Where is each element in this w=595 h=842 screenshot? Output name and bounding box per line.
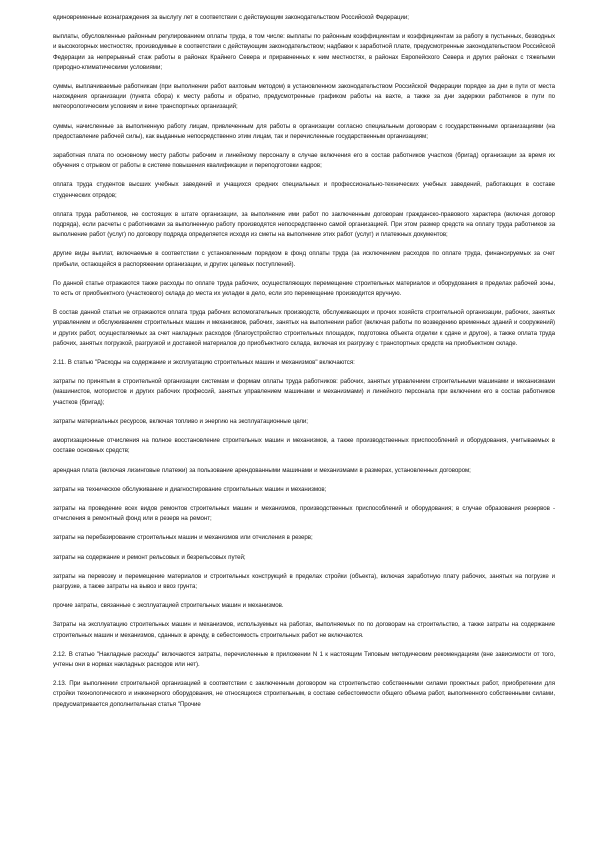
paragraph-8: другие виды выплат, включаемые в соответствии с установленным порядком в фонд оплаты труда (за исключением расходов по оплате труда, финансируемых за счет прибыли, остающейся в распоряжении организации, и других целевых поступлений).	[53, 250, 555, 268]
paragraph-18: затраты на перебазирование строительных машин и механизмов или отчисления в резерв;	[53, 534, 313, 542]
paragraph-22: Затраты на эксплуатацию строительных машин и механизмов, используемых на работах, выполняемых по по договорам на строительство, а также затраты на содержание строительных машин и механизмов, сданных в аренду, в себестоимость строительных работ не включаются.	[53, 621, 555, 639]
paragraph-1: единовременные вознаграждения за выслугу лет в соответствии с действующим законодательством Российской Федерации;	[53, 14, 409, 21]
section-2-13-paragraph: 2.13. При выполнении строительной организацией в соответствии с заключенным договором на строительство собственными силами проектных работ, приобретении для стройки технологического и инженерного оборудования, не относящихся строительным, в составе себестоимости общего объема работ, выполненного собственными силами, предусматривается дополнительная статья "Прочие	[53, 680, 555, 708]
paragraph-7: оплата труда работников, не состоящих в штате организации, за выполнение ими работ по заключенным договорам гражданско-правового характера (включая договор подряда), если расчеты с работниками за выполненную работу производятся непосредственно самой организацией. При этом размер средств на оплату труда работников за выполнение работ (услуг) по договору подряда определяется исходя из сметы на выполнение этих работ (услуг) и платежных документов;	[53, 210, 555, 239]
paragraph-19: затраты на содержание и ремонт рельсовых и безрельсовых путей;	[53, 553, 246, 561]
paragraph-20: затраты на перевозку и перемещение материалов и строительных конструкций в пределах стройки (объекта), включая заработную плату рабочих, занятых на погрузке и разгрузке, а также затраты на вывоз и ввоз грунта;	[53, 572, 555, 590]
paragraph-5: заработная плата по основному месту работы рабочим и линейному персоналу в случае включения его в состав работников участков (бригад) организации за время их обучения с отрывом от работы в системе повышения квалификации и переподготовки кадров;	[53, 152, 555, 170]
paragraph-4: суммы, начисленные за выполненную работу лицам, привлеченным для работы в организации согласно специальным договорам с государственными организациями (на предоставление рабочей силы), как выданные непосредственно этим лицам, так и перечисленные государственным организациям;	[53, 122, 555, 140]
section-2-11-heading: 2.11. В статью "Расходы на содержание и эксплуатацию строительных машин и механизмов" включаются:	[53, 359, 355, 367]
section-2-12-paragraph: 2.12. В статью "Накладные расходы" включаются затраты, перечисленные в приложении N 1 к настоящим Типовым методическим рекомендациям (вне зависимости от того, учтены они в нормах накладных расходов или нет).	[53, 650, 555, 668]
paragraph-6: оплата труда студентов высших учебных заведений и учащихся средних специальных и профессионально-технических учебных заведений, работающих в составе студенческих отрядов;	[53, 181, 555, 199]
paragraph-21: прочие затраты, связанные с эксплуатацией строительных машин и механизмов.	[53, 602, 284, 610]
paragraph-10: В состав данной статьи не отражаются оплата труда рабочих вспомогательных производств, обслуживающих и прочих хозяйств строительной организации, рабочих, занятых управлением и обслуживанием строительных машин и механизмов, рабочих, занятых на выполнении работ (включая работы по возведению временных зданий и сооружений) и других работ, осуществляемых за счет накладных расходов (благоустройство строительных площадок, подготовка объекта отделки к сдаче и другое), а также оплата труда рабочих, занятых погрузкой, разгрузкой и доставкой материалов до приобъектного склада, включая их разгрузку с транспортных средств на приобъектном складе.	[53, 309, 555, 347]
paragraph-16: затраты на техническое обслуживание и диагностирование строительных машин и механизмов;	[53, 485, 327, 493]
paragraph-9: По данной статье отражаются также расходы по оплате труда рабочих, осуществляющих перемещение строительных материалов и оборудования в пределах рабочей зоны, то есть от приобъектного (участкового) склада до места их укладки в дело, если это перемещение производится вручную.	[53, 279, 555, 298]
paragraph-2: выплаты, обусловленные районным регулированием оплаты труда, в том числе: выплаты по районным коэффициентам и коэффициентам за работу в пустынных, безводных и высокогорных местностях, производимые в соответствии с действующим законодательством; надбавки к заработной плате, предусмотренные законодательством Российской Федерации за непрерывный стаж работы в районах Крайнего Севера и приравненных к ним местностях, в районах Европейского Севера и других районах с тяжелыми природно-климатическими условиями;	[53, 33, 555, 71]
paragraph-13: затраты материальных ресурсов, включая топливо и энергию на эксплуатационные цели;	[53, 417, 308, 425]
paragraph-14: амортизационные отчисления на полное восстановление строительных машин и механизмов, а также производственных приспособлений и оборудования, учитываемых в составе основных средств;	[53, 437, 555, 455]
paragraph-12: затраты по принятым в строительной организации системам и формам оплаты труда работников: рабочих, занятых управлением строительными машинами и механизмами (машинистов, мотористов и других рабочих профессий, занятых управлением машинами и механизмами) и линейного персонала при включении его в состав работников участков (бригад);	[53, 378, 555, 406]
paragraph-17: затраты на проведение всех видов ремонтов строительных машин и механизмов, производственных приспособлений и оборудования; в случае образования резервов - отчисления в ремонтный фонд или в резерв на ремонт;	[53, 504, 555, 523]
paragraph-3: суммы, выплачиваемые работникам (при выполнении работ вахтовым методом) в установленном законодательством Российской Федерации порядке за дни в пути от места нахождения организации (пункта сбора) к месту работы и обратно, предусмотренные графиком работы на вахте, а также за дни задержки работников в пути по метеорологическим условиям и вине транспортных организаций;	[53, 83, 555, 111]
paragraph-15: арендная плата (включая лизинговые платежи) за пользование арендованными машинами и механизмами в размерах, установленных договором;	[53, 466, 471, 474]
